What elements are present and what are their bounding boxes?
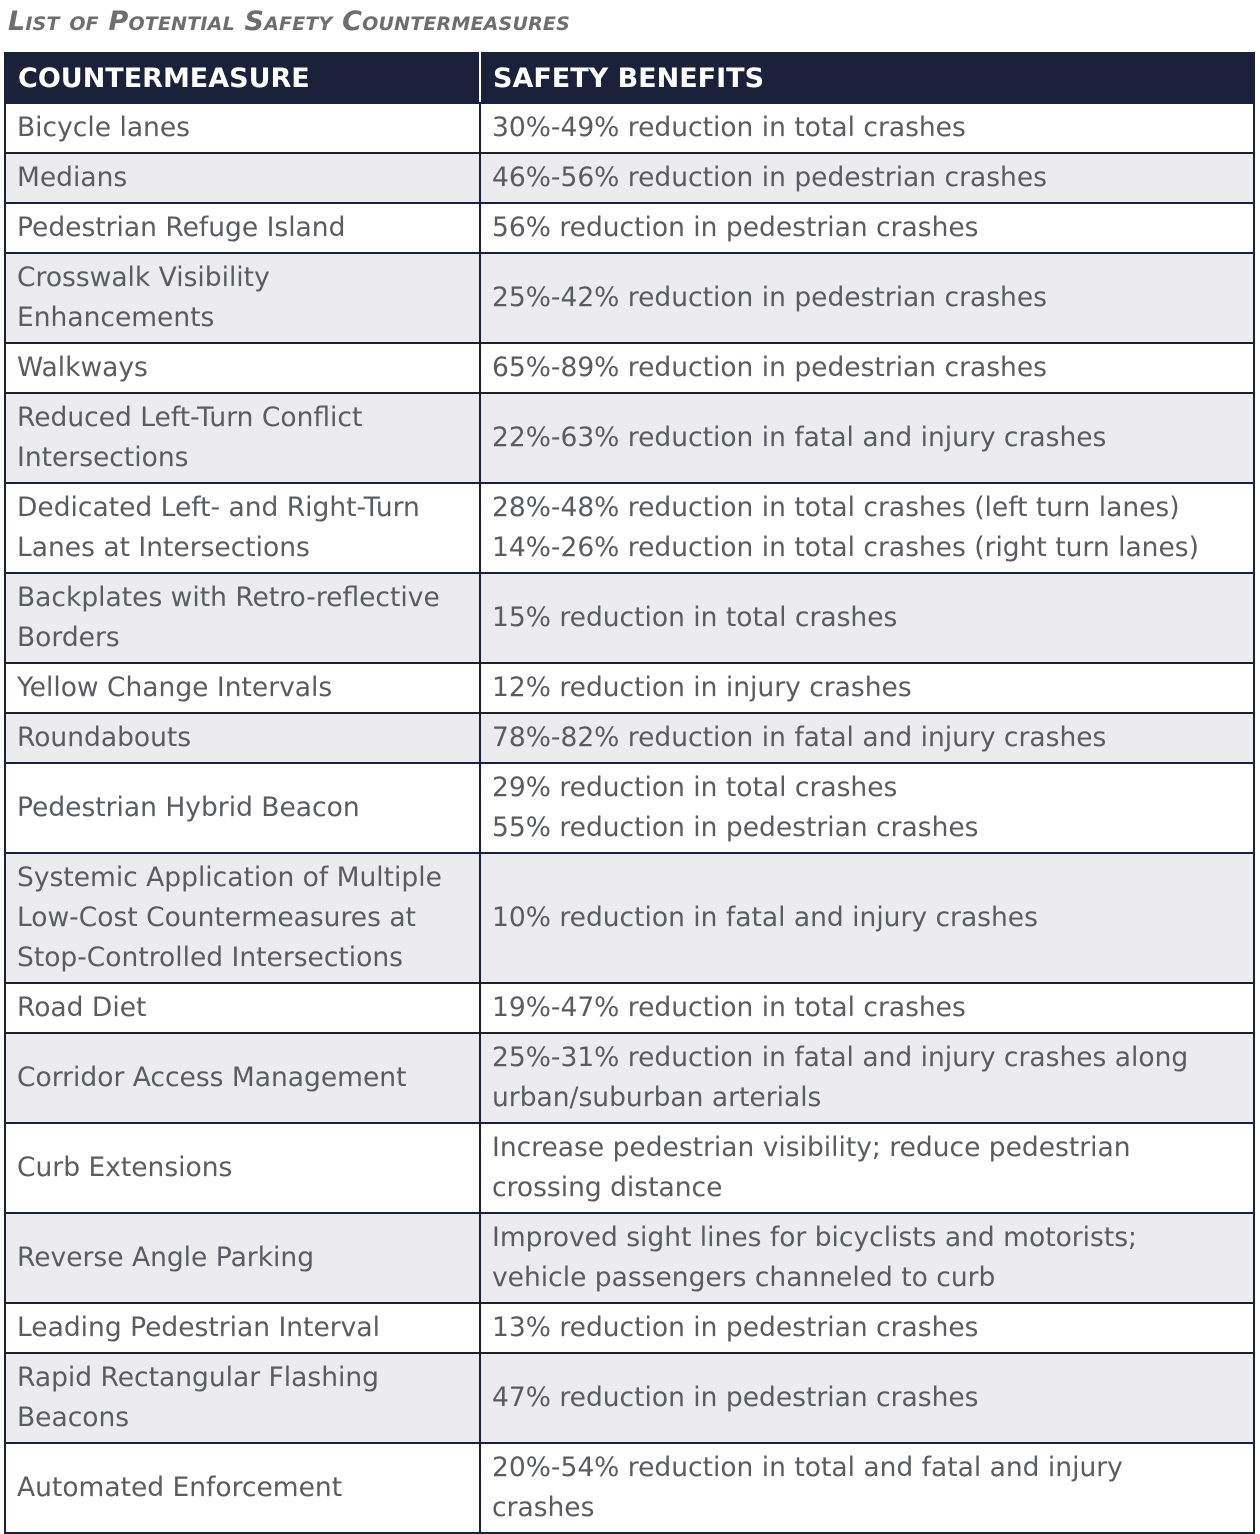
safety-benefit-text: 78%-82% reduction in fatal and injury crashes <box>492 722 1107 753</box>
safety-benefit-text: crossing distance <box>492 1172 723 1203</box>
safety-benefits-cell <box>480 1123 1254 1213</box>
countermeasure-text: Walkways <box>17 352 148 383</box>
table-row <box>5 103 1254 153</box>
safety-benefits-cell <box>480 713 1254 763</box>
safety-benefits-cell <box>480 663 1254 713</box>
safety-benefit-text: 65%-89% reduction in pedestrian crashes <box>492 352 1047 383</box>
table-row <box>5 573 1254 663</box>
countermeasure-text: Yellow Change Intervals <box>17 672 333 703</box>
safety-benefits-cell <box>480 763 1254 853</box>
countermeasure-text: Roundabouts <box>17 722 192 753</box>
table-row <box>5 393 1254 483</box>
table-row <box>5 253 1254 343</box>
countermeasure-cell <box>5 713 480 763</box>
table-row <box>5 483 1254 573</box>
countermeasures-table <box>4 52 1255 1534</box>
safety-benefits-cell <box>480 103 1254 153</box>
table-row <box>5 713 1254 763</box>
table-row <box>5 853 1254 983</box>
countermeasure-cell <box>5 1303 480 1353</box>
safety-benefit-text: vehicle passengers channeled to curb <box>492 1262 996 1293</box>
countermeasure-text: Systemic Application of Multiple <box>17 862 442 893</box>
safety-benefit-text: 10% reduction in fatal and injury crashes <box>492 902 1038 933</box>
countermeasure-text: Bicycle lanes <box>17 112 190 143</box>
countermeasure-text: Reverse Angle Parking <box>17 1242 315 1273</box>
safety-benefit-text: 15% reduction in total crashes <box>492 602 898 633</box>
safety-benefits-cell <box>480 573 1254 663</box>
countermeasure-text: Reduced Left-Turn Conflict <box>17 402 363 433</box>
countermeasure-text: Beacons <box>17 1402 130 1433</box>
countermeasure-text: Borders <box>17 622 120 653</box>
table-row <box>5 663 1254 713</box>
safety-benefit-text: 25%-31% reduction in fatal and injury crashes along <box>492 1042 1189 1073</box>
safety-benefits-cell <box>480 1303 1254 1353</box>
table-row <box>5 153 1254 203</box>
countermeasure-cell <box>5 393 480 483</box>
countermeasure-cell <box>5 1353 480 1443</box>
safety-benefits-cell <box>480 1213 1254 1303</box>
safety-benefits-cell <box>480 393 1254 483</box>
countermeasure-text: Medians <box>17 162 128 193</box>
countermeasure-cell <box>5 1123 480 1213</box>
safety-benefit-text: 12% reduction in injury crashes <box>492 672 912 703</box>
countermeasure-text: Low-Cost Countermeasures at <box>17 902 416 933</box>
countermeasure-cell <box>5 573 480 663</box>
table-row <box>5 343 1254 393</box>
safety-benefit-text: Increase pedestrian visibility; reduce pedestrian <box>492 1132 1131 1163</box>
safety-benefits-cell <box>480 203 1254 253</box>
table-row <box>5 1303 1254 1353</box>
safety-benefit-text: 30%-49% reduction in total crashes <box>492 112 966 143</box>
safety-benefit-text: Improved sight lines for bicyclists and motorists; <box>492 1222 1137 1253</box>
column-header-countermeasure: COUNTERMEASURE <box>5 53 480 103</box>
table-row <box>5 1353 1254 1443</box>
countermeasure-cell <box>5 203 480 253</box>
safety-benefits-cell <box>480 983 1254 1033</box>
countermeasure-cell <box>5 983 480 1033</box>
safety-benefits-cell <box>480 1353 1254 1443</box>
safety-benefit-text: 13% reduction in pedestrian crashes <box>492 1312 979 1343</box>
safety-benefit-text: 29% reduction in total crashes <box>492 772 898 803</box>
table-row <box>5 1213 1254 1303</box>
table-row <box>5 1033 1254 1123</box>
safety-benefits-cell <box>480 853 1254 983</box>
countermeasure-cell <box>5 153 480 203</box>
safety-benefit-text: 20%-54% reduction in total and fatal and injury <box>492 1452 1123 1483</box>
safety-benefit-text: 47% reduction in pedestrian crashes <box>492 1382 979 1413</box>
countermeasure-text: Pedestrian Hybrid Beacon <box>17 792 360 823</box>
countermeasure-cell <box>5 1033 480 1123</box>
countermeasure-cell <box>5 853 480 983</box>
safety-benefits-cell <box>480 153 1254 203</box>
safety-benefits-cell <box>480 343 1254 393</box>
safety-benefit-text: 22%-63% reduction in fatal and injury crashes <box>492 422 1107 453</box>
safety-benefit-text: 55% reduction in pedestrian crashes <box>492 812 979 843</box>
countermeasure-text: Leading Pedestrian Interval <box>17 1312 380 1343</box>
table-row <box>5 983 1254 1033</box>
column-header-safety-benefits: SAFETY BENEFITS <box>480 53 1254 103</box>
countermeasure-text: Stop-Controlled Intersections <box>17 942 403 973</box>
countermeasure-text: Crosswalk Visibility <box>17 262 270 293</box>
safety-benefit-text: 25%-42% reduction in pedestrian crashes <box>492 282 1047 313</box>
countermeasure-text: Lanes at Intersections <box>17 532 310 563</box>
table-header-row <box>5 53 1254 103</box>
countermeasure-cell <box>5 253 480 343</box>
countermeasure-text: Backplates with Retro-reflective <box>17 582 440 613</box>
countermeasure-cell <box>5 1213 480 1303</box>
safety-benefit-text: 19%-47% reduction in total crashes <box>492 992 966 1023</box>
safety-benefit-text: urban/suburban arterials <box>492 1082 822 1113</box>
countermeasure-cell <box>5 763 480 853</box>
countermeasure-text: Pedestrian Refuge Island <box>17 212 346 243</box>
table-row <box>5 763 1254 853</box>
safety-benefit-text: 14%-26% reduction in total crashes (right turn lanes) <box>492 532 1199 563</box>
countermeasure-text: Enhancements <box>17 302 215 333</box>
table-row <box>5 203 1254 253</box>
table-body <box>5 103 1254 1533</box>
page-title: List of Potential Safety Countermeasures <box>8 6 570 37</box>
countermeasure-text: Corridor Access Management <box>17 1062 407 1093</box>
countermeasure-text: Rapid Rectangular Flashing <box>17 1362 379 1393</box>
countermeasure-cell <box>5 663 480 713</box>
safety-benefit-text: 56% reduction in pedestrian crashes <box>492 212 979 243</box>
countermeasure-cell <box>5 103 480 153</box>
countermeasure-text: Road Diet <box>17 992 147 1023</box>
safety-benefits-cell <box>480 253 1254 343</box>
countermeasure-text: Dedicated Left- and Right-Turn <box>17 492 420 523</box>
table-row <box>5 1123 1254 1213</box>
safety-benefits-cell <box>480 483 1254 573</box>
countermeasure-text: Automated Enforcement <box>17 1472 343 1503</box>
countermeasure-cell <box>5 483 480 573</box>
countermeasure-text: Curb Extensions <box>17 1152 233 1183</box>
safety-benefit-text: 46%-56% reduction in pedestrian crashes <box>492 162 1047 193</box>
countermeasure-text: Intersections <box>17 442 189 473</box>
safety-benefit-text: 28%-48% reduction in total crashes (left turn lanes) <box>492 492 1180 523</box>
safety-benefit-text: crashes <box>492 1492 595 1523</box>
safety-benefits-cell <box>480 1033 1254 1123</box>
countermeasure-cell <box>5 343 480 393</box>
